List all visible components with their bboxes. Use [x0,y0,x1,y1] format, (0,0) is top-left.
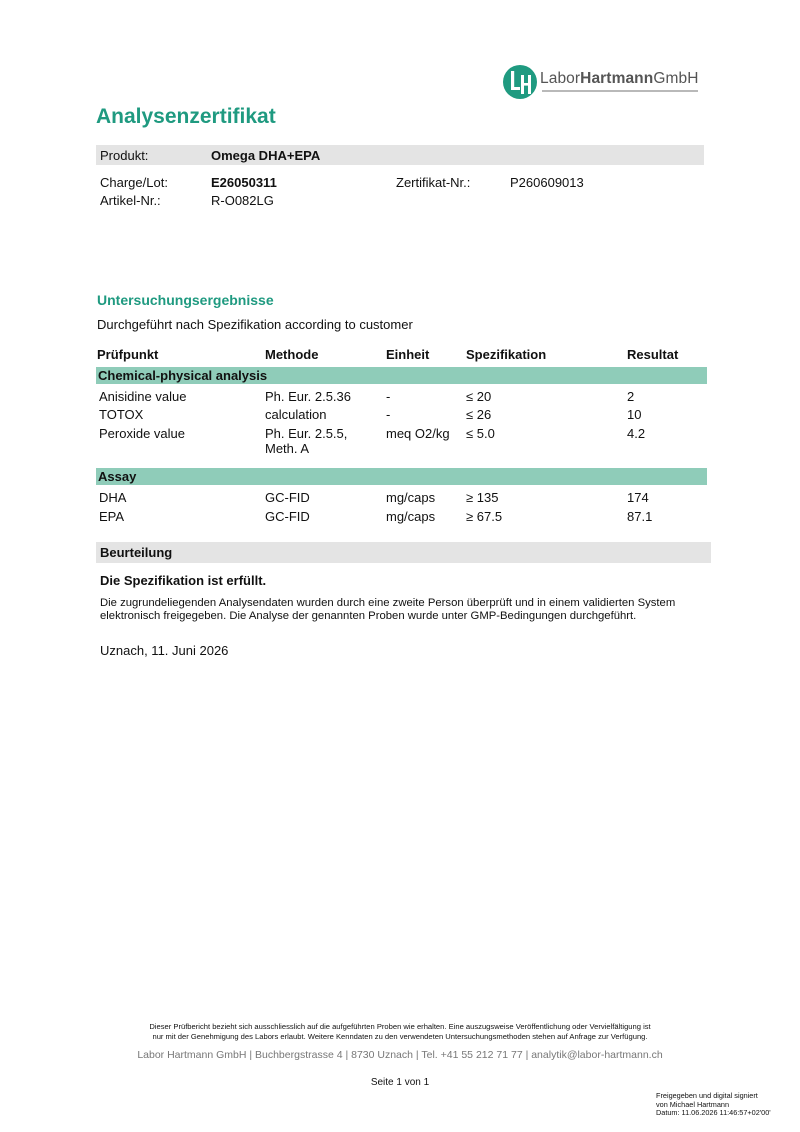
row-totox-result: 10 [627,407,642,422]
row-epa-unit: mg/caps [386,509,436,524]
product-label: Produkt: [100,148,149,163]
row-peroxide-method: Ph. Eur. 2.5.5, Meth. A [265,426,348,456]
footer-address: Labor Hartmann GmbH | Buchbergstrasse 4 | 8730 Uznach | Tel. +41 55 212 71 77 | analytik@labor-hartmann.ch [137,1049,663,1061]
footer-disclaimer-line-2: nur mit der Genehmigung des Labors erlaubt. Weitere Kenndaten zu den verwendeten Untersuchungsmethoden stehen auf Anfrage zur Verfügung. [152,1032,648,1041]
row-anisidine-spec: ≤ 20 [466,389,492,404]
row-dha-method: GC-FID [265,490,310,505]
page-title: Analysenzertifikat [96,105,276,128]
company-logo [502,64,702,104]
row-anisidine-method: Ph. Eur. 2.5.36 [265,389,352,404]
row-peroxide-spec: ≤ 5.0 [466,426,495,441]
place-date: Uznach, 11. Juni 2026 [100,643,229,658]
logo-wordmark: LaborHartmannGmbH [540,70,699,87]
row-epa-spec: ≥ 67.5 [466,509,503,524]
row-totox-method: calculation [265,407,327,422]
row-totox-name: TOTOX [99,407,144,422]
assessment-text: Die zugrundeliegenden Analysendaten wurden durch eine zweite Person überprüft und in einem validierten System elektronisch freigegeben. Die Analyse der genannten Proben wurde unter GMP-Bedingungen durchgeführt. [100,597,676,622]
row-epa-method: GC-FID [265,509,310,524]
group-header-chemical: Chemical-physical analysis [96,367,707,384]
product-bar [96,145,704,165]
header-pruefpunkt: Prüfpunkt [97,347,159,362]
article-label: Artikel-Nr.: [100,193,161,208]
certificate-label: Zertifikat-Nr.: [396,175,471,190]
footer-disclaimer [100,1022,700,1042]
row-totox-spec: ≤ 26 [466,407,492,422]
signature-line-3: Datum: 11.06.2026 11:46:57+02'00' [656,1108,771,1117]
lot-value: E26050311 [211,175,277,190]
row-peroxide-unit: meq O2/kg [386,426,450,441]
header-einheit: Einheit [386,347,430,362]
assessment-result: Die Spezifikation ist erfüllt. [100,573,267,588]
digital-signature [656,1092,771,1118]
row-dha-name: DHA [99,490,127,505]
row-peroxide-name: Peroxide value [99,426,185,441]
results-title: Untersuchungsergebnisse [97,292,274,308]
row-peroxide-result: 4.2 [627,426,646,441]
assessment-header: Beurteilung [96,542,711,563]
row-dha-unit: mg/caps [386,490,436,505]
row-epa-name: EPA [99,509,125,524]
row-anisidine-result: 2 [627,389,635,404]
signature-line-1: Freigegeben und digital signiert [656,1091,758,1100]
row-dha-spec: ≥ 135 [466,490,499,505]
results-subtitle: Durchgeführt nach Spezifikation according to customer [97,317,413,332]
signature-line-2: von Michael Hartmann [656,1099,730,1109]
group-header-assay: Assay [96,468,707,485]
page-number: Seite 1 von 1 [370,1077,430,1088]
article-value: R-O082LG [211,193,274,208]
certificate-value: P260609013 [510,175,584,190]
footer-disclaimer-line-1: Dieser Prüfbericht bezieht sich ausschliesslich auf die aufgeführten Proben wie erhalten. Eine auszugsweise Veröffentlichung oder Vervielfältigung ist [149,1022,651,1031]
header-spezifikation: Spezifikation [466,347,547,362]
lot-label: Charge/Lot: [100,175,168,190]
header-methode: Methode [265,347,319,362]
row-anisidine-name: Anisidine value [99,389,187,404]
row-epa-result: 87.1 [627,509,653,524]
logo-underline [542,90,698,92]
row-totox-unit: - [386,407,391,422]
row-dha-result: 174 [627,490,649,505]
row-anisidine-unit: - [386,389,391,404]
product-value: Omega DHA+EPA [211,148,321,163]
header-resultat: Resultat [627,347,679,362]
lh-logo-icon [502,64,538,100]
